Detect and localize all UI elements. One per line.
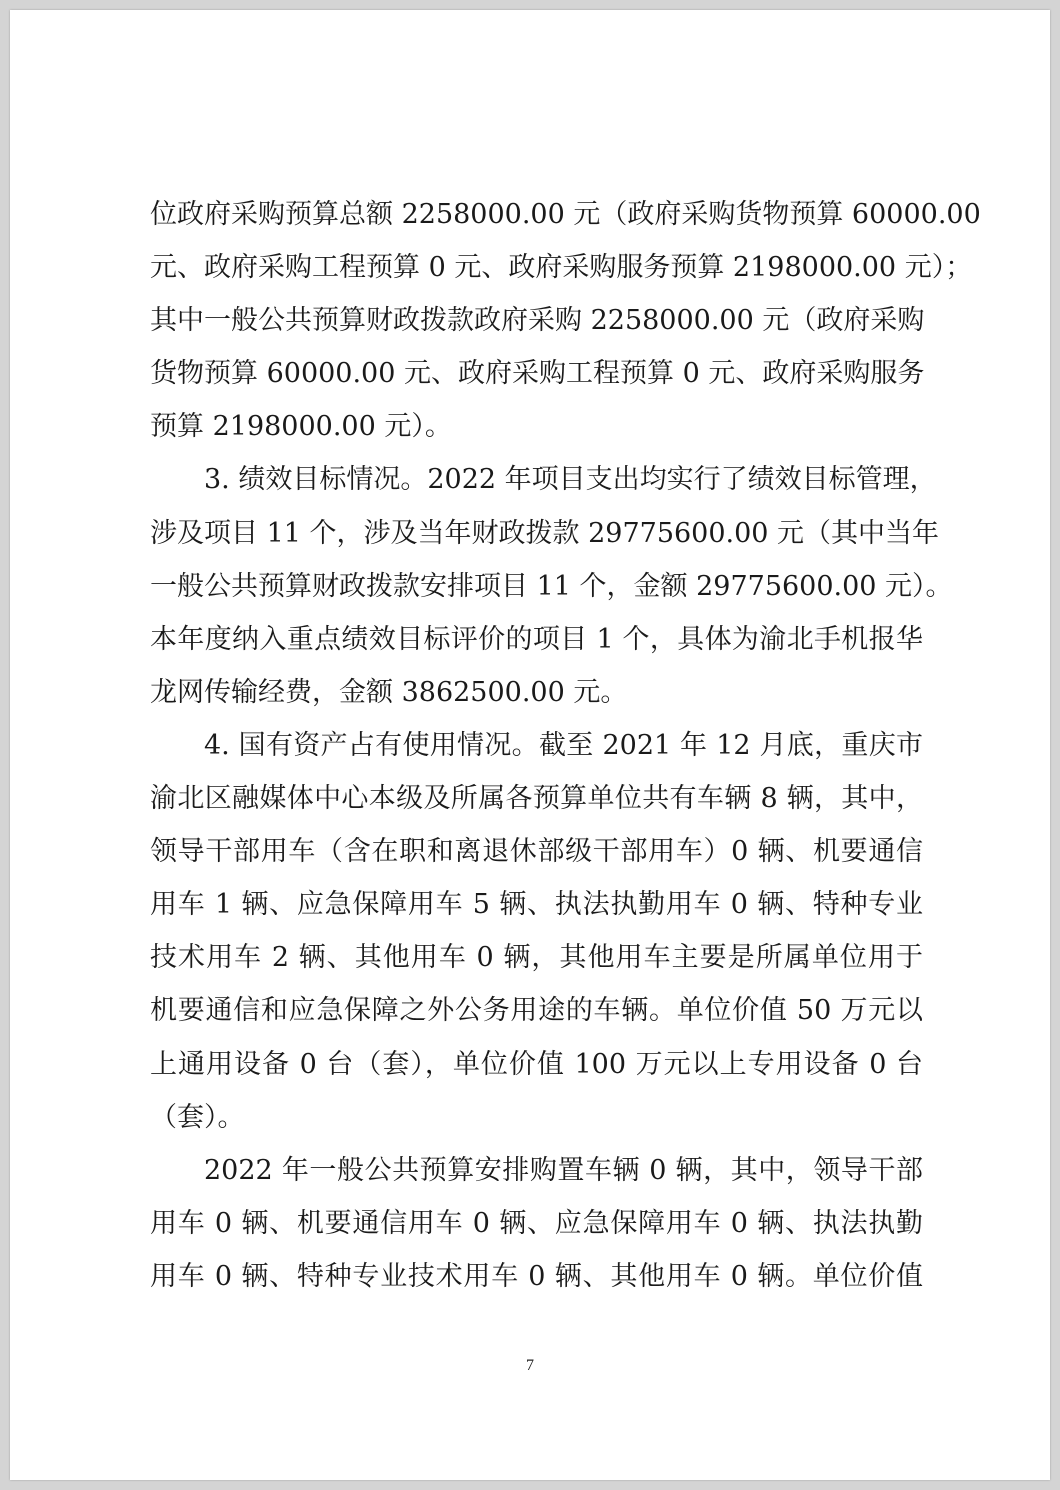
text-line: （套）。 xyxy=(150,1101,245,1133)
text-line: 用车 0 辆、特种专业技术用车 0 辆、其他用车 0 辆。单位价值 xyxy=(150,1260,923,1292)
text-line: 用车 1 辆、应急保障用车 5 辆、执法执勤用车 0 辆、特种专业 xyxy=(150,889,923,921)
paragraph-start-line: 4. 国有资产占有使用情况。截至 2021 年 12 月底，重庆市 xyxy=(204,729,923,761)
text-line: 其中一般公共预算财政拨款政府采购 2258000.00 元（政府采购 xyxy=(150,305,925,337)
text-line: 上通用设备 0 台（套），单位价值 100 万元以上专用设备 0 台 xyxy=(150,1048,923,1080)
page-number: 7 xyxy=(526,1357,534,1374)
text-line: 领导干部用车（含在职和离退休部级干部用车）0 辆、机要通信 xyxy=(150,836,923,868)
text-line: 龙网传输经费，金额 3862500.00 元。 xyxy=(150,676,628,708)
text-line: 渝北区融媒体中心本级及所属各预算单位共有车辆 8 辆，其中， xyxy=(150,783,923,815)
text-line: 预算 2198000.00 元）。 xyxy=(150,411,452,443)
document-page xyxy=(10,10,1050,1480)
body-text xyxy=(150,188,981,1303)
paragraph-start-line: 3. 绩效目标情况。2022 年项目支出均实行了绩效目标管理， xyxy=(204,464,937,496)
text-line: 货物预算 60000.00 元、政府采购工程预算 0 元、政府采购服务 xyxy=(150,358,925,390)
text-line: 用车 0 辆、机要通信用车 0 辆、应急保障用车 0 辆、执法执勤 xyxy=(150,1207,923,1239)
text-line: 一般公共预算财政拨款安排项目 11 个，金额 29775600.00 元）。 xyxy=(150,570,953,602)
text-line: 元、政府采购工程预算 0 元、政府采购服务预算 2198000.00 元）； xyxy=(150,252,973,284)
text-line: 本年度纳入重点绩效目标评价的项目 1 个，具体为渝北手机报华 xyxy=(150,623,923,655)
text-line: 位政府采购预算总额 2258000.00 元（政府采购货物预算 60000.00 xyxy=(150,199,981,230)
paragraph-start-line: 2022 年一般公共预算安排购置车辆 0 辆，其中，领导干部 xyxy=(204,1154,923,1186)
text-line: 机要通信和应急保障之外公务用途的车辆。单位价值 50 万元以 xyxy=(150,995,923,1027)
text-line: 技术用车 2 辆、其他用车 0 辆，其他用车主要是所属单位用于 xyxy=(150,942,923,974)
text-line: 涉及项目 11 个，涉及当年财政拨款 29775600.00 元（其中当年 xyxy=(150,517,940,549)
